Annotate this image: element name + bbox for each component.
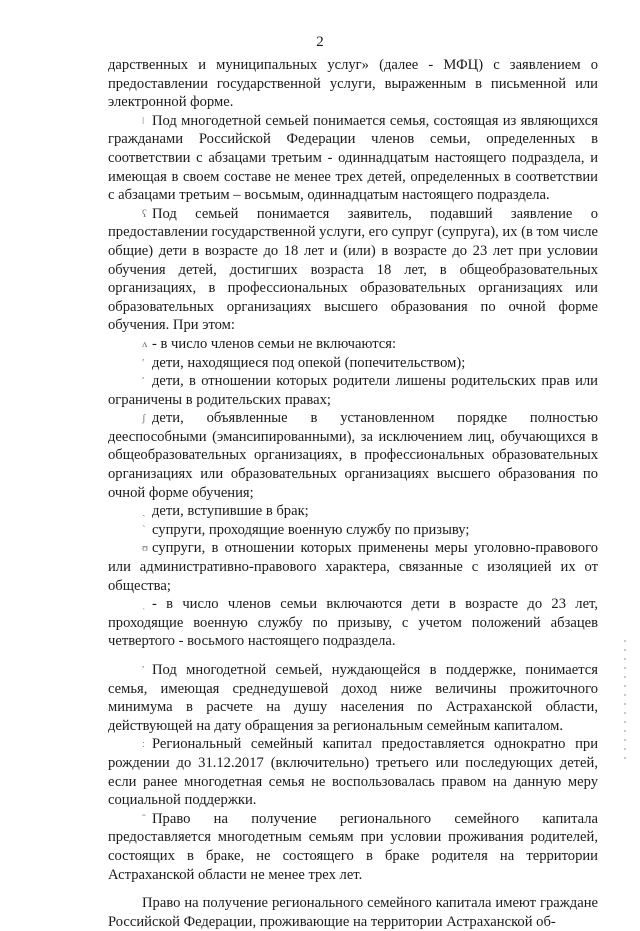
paragraph-text: дарственных и муниципальных услуг» (далее - МФЦ) с заявлением о предоставлении государственной услуги, выраженным в письменной или электронной форме. (108, 57, 598, 111)
paragraph-text: Право на получение регионального семейного капитала имеют граждане Российской Федерации, проживающие на территории Астраханской об- (108, 895, 598, 930)
paragraph-text: дети, находящиеся под опекой (попечительством); (152, 354, 466, 371)
document-body (108, 56, 598, 931)
pencil-mark-icon: ʹ (142, 356, 145, 369)
paragraph-text: супруги, в отношении которых применены меры уголовно-правового или административно-правового характера, связанные с изоляцией их от общества; (108, 540, 598, 594)
paragraph-text: супруги, проходящие военную службу по призыву; (152, 521, 470, 538)
paragraph-text: Под многодетной семьей понимается семья, состоящая из являющихся гражданами Российской Федерации членов семьи, определенных в соответствии с абзацами третьим - одиннадцатым настоящего подраздела, и имеющая в своем составе не менее трех детей, определенных в соответствии с абзацами третьим – восьмым, одиннадцатым настоящего подраздела. (108, 112, 598, 204)
pencil-mark-icon: ʌ (142, 337, 148, 350)
pencil-mark-icon: ˆ (142, 812, 146, 825)
paragraph-needy-family (108, 661, 598, 735)
paragraph-text: - в число членов семьи не включаются: (152, 335, 397, 352)
pencil-mark-icon: ǀ (142, 114, 145, 127)
paragraph-text: - в число членов семьи включаются дети в возрасте до 23 лет, проходящие военную службу по призыву, с учетом положений абзацев четвертого - восьмого настоящего подраздела. (108, 596, 598, 650)
pencil-mark-icon: ʹ (142, 375, 145, 388)
list-item (108, 409, 598, 502)
paragraph-family-definition (108, 205, 598, 335)
pencil-mark-icon: ˎ (142, 505, 146, 518)
paragraph-regional-capital (108, 735, 598, 809)
list-item (108, 372, 598, 409)
paragraph-text: Под семьей понимается заявитель, подавший заявление о предоставлении государственной услуги, его супруг (супруга), их (в том числе общие) дети в возрасте до 18 лет и (или) в возрасте до 23 лет при условии обучения детей, достигших возраста 18 лет, в общеобразовательных организациях, в профессиональных образовательных организациях или образовательных организациях высшего образования по очной форме обучения. При этом: (108, 205, 599, 334)
list-item (108, 595, 598, 651)
paragraph-continuation (108, 56, 598, 112)
paragraph-text: дети, вступившие в брак; (152, 503, 309, 520)
page-number: 2 (316, 34, 324, 50)
pencil-mark-icon: ʕ (142, 207, 147, 220)
pencil-mark-icon: ʊ (142, 542, 149, 555)
paragraph-residence-condition (108, 810, 598, 884)
paragraph-text: дети, в отношении которых родители лишены родительских прав или ограничены в родительских правах; (108, 373, 598, 408)
list-item (108, 335, 598, 354)
paragraph-text: Региональный семейный капитал предоставляется однократно при рождении до 31.12.2017 (включительно) третьего или последующих детей, если ранее многодетная семья не воспользовалась правом на данную меру социальной поддержки. (108, 736, 598, 809)
paragraph-text: дети, объявленные в установленном порядке полностью дееспособными (эмансипированными), за исключением лиц, обучающихся в общеобразовательных организациях, в профессиональных образовательных организациях или образовательных организациях высшего образования по очной форме обучения; (108, 410, 598, 501)
list-item (108, 354, 598, 373)
pencil-mark-icon: ː (142, 738, 146, 751)
pencil-mark-icon: ˌ (142, 598, 146, 611)
list-item (108, 502, 598, 521)
paragraph-text: Под многодетной семьей, нуждающейся в поддержке, понимается семья, имеющая среднедушевой доход ниже величины прожиточного минимума в расчете на душу населения по Астраханской области, действующей на дату обращения за региональным семейным капиталом. (108, 662, 598, 734)
paragraph-text: Право на получение регионального семейного капитала предоставляется многодетным семьям при условии проживания родителей, состоящих в браке, не состоящего в браке родителя на территории Астраханской области не менее трех лет. (108, 810, 598, 883)
list-item (108, 521, 598, 540)
scan-artifact (624, 640, 626, 760)
pencil-mark-icon: ʃ (142, 412, 146, 425)
paragraph-eligible-citizens (108, 894, 598, 931)
pencil-mark-icon: ˋ (142, 523, 146, 536)
list-item (108, 539, 598, 595)
paragraph-large-family-definition (108, 112, 598, 205)
pencil-mark-icon: ʹ (142, 664, 145, 676)
